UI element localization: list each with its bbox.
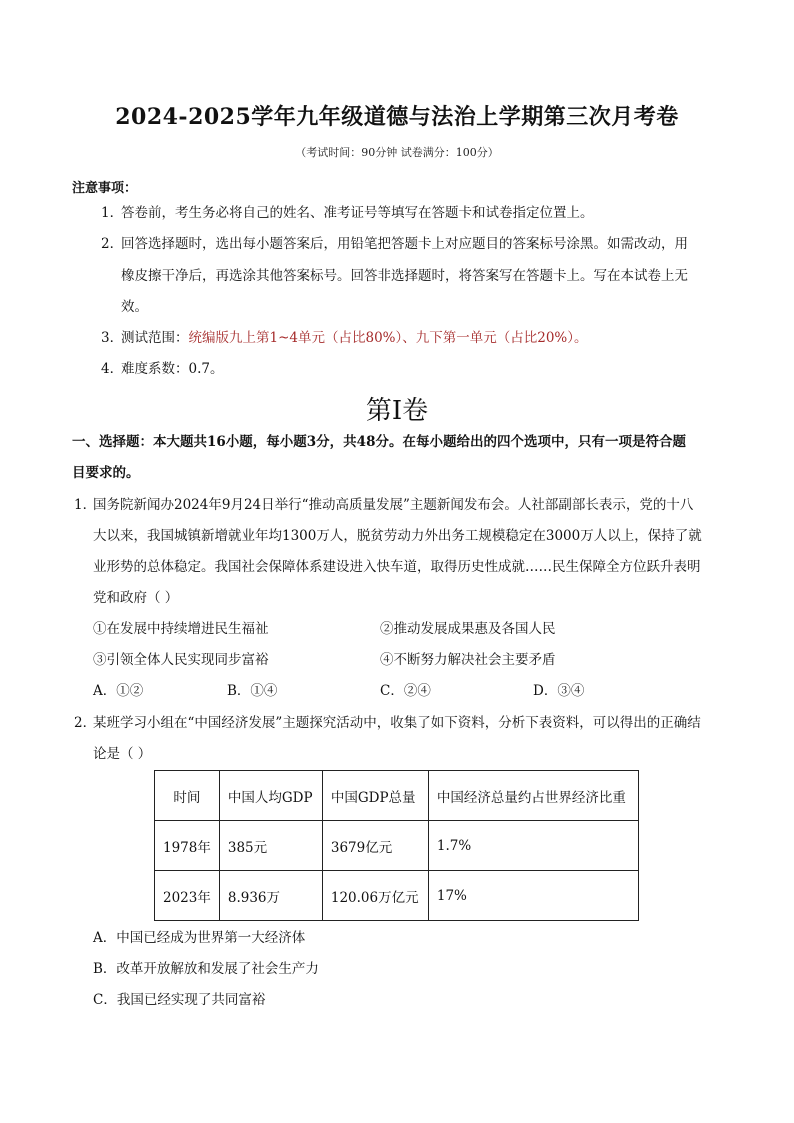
gdp-data-table [154,770,639,921]
table-cell: 8.936万 [219,871,322,921]
table-cell: 17% [428,871,638,921]
notice-2-num: 2． [101,236,124,252]
page-title: 2024-2025学年九年级道德与法治上学期第三次月考卷 [115,104,679,130]
table-cell: 2023年 [155,871,220,921]
notice-3-text [121,332,588,346]
q1-number: 1． [74,497,97,513]
q1-option-c[interactable]: C．②④ [380,683,431,699]
table-cell: 3679亿元 [322,821,428,871]
q1-option-a[interactable]: A．①② [93,683,144,699]
notice-1-text: 答卷前，考生务必将自己的姓名、准考证号等填写在答题卡和试卷指定位置上。 [121,205,594,221]
q1-statement-4: ④不断努力解决社会主要矛盾 [380,652,556,668]
notice-4-text: 难度系数：0.7。 [121,361,224,377]
notice-3-num: 3． [101,330,124,346]
q1-statement-3: ③引领全体人民实现同步富裕 [93,652,269,668]
q2-option-b[interactable]: B．改革开放解放和发展了社会生产力 [93,961,319,977]
q1-stem-line-1: 国务院新闻办2024年9月24日举行“推动高质量发展”主题新闻发布会。人社部副部长表示，党的十八 [93,497,694,513]
q1-stem-line-4: 党和政府（ ） [93,590,179,606]
table-header-cell: 中国经济总量约占世界经济比重 [428,771,638,821]
notice-2-line-1: 回答选择题时，选出每小题答案后，用铅笔把答题卡上对应题目的答案标号涂黑。如需改动，用 [121,236,688,252]
q2-stem-line-2: 论是（ ） [93,746,152,762]
notice-2-line-3: 效。 [121,299,148,315]
q1-statement-1: ①在发展中持续增进民生福祉 [93,621,269,637]
q1-option-d[interactable]: D．③④ [533,683,585,699]
table-row [155,871,639,921]
section-1-line-1: 一、选择题：本大题共16小题，每小题3分，共48分。在每小题给出的四个选项中，只有一项是符合题 [72,434,686,450]
q2-option-c[interactable]: C．我国已经实现了共同富裕 [93,992,266,1008]
q1-stem-line-3: 业形势的总体稳定。我国社会保障体系建设进入快车道，取得历史性成就……民生保障全方位跃升表明 [93,559,701,575]
table-header-cell: 中国GDP总量 [322,771,428,821]
test-scope: 统编版九上第1~4单元（占比80%）、九下第一单元（占比20%）。 [188,330,588,346]
q1-stem-line-2: 大以来，我国城镇新增就业年均1300万人，脱贫劳动力外出务工规模稳定在3000万人以上，保持了就 [93,528,702,544]
table-cell: 1978年 [155,821,220,871]
table-cell: 120.06万亿元 [322,871,428,921]
table-cell: 385元 [219,821,322,871]
q2-option-a[interactable]: A．中国已经成为世界第一大经济体 [93,930,306,946]
table-header-row [155,771,639,821]
table-cell: 1.7% [428,821,638,871]
q1-statement-2: ②推动发展成果惠及各国人民 [380,621,556,637]
table-header-cell: 时间 [155,771,220,821]
section-1-line-2: 目要求的。 [72,465,140,481]
q2-number: 2． [74,715,97,731]
table-header-cell: 中国人均GDP [219,771,322,821]
section-title: 第Ⅰ卷 [365,396,429,426]
notice-3-prefix: 测试范围： [121,330,189,346]
exam-info: （考试时间：90分钟 试卷满分：100分） [295,146,499,159]
q1-option-b[interactable]: B．①④ [227,683,278,699]
notice-1-num: 1． [101,205,124,221]
q2-stem-line-1: 某班学习小组在“中国经济发展”主题探究活动中，收集了如下资料，分析下表资料，可以得出的正确结 [93,715,701,731]
table-row [155,821,639,871]
notice-4-num: 4． [101,361,124,377]
notice-heading: 注意事项： [72,181,138,196]
notice-2-line-2: 橡皮擦干净后，再选涂其他答案标号。回答非选择题时，将答案写在答题卡上。写在本试卷上无 [121,268,688,284]
